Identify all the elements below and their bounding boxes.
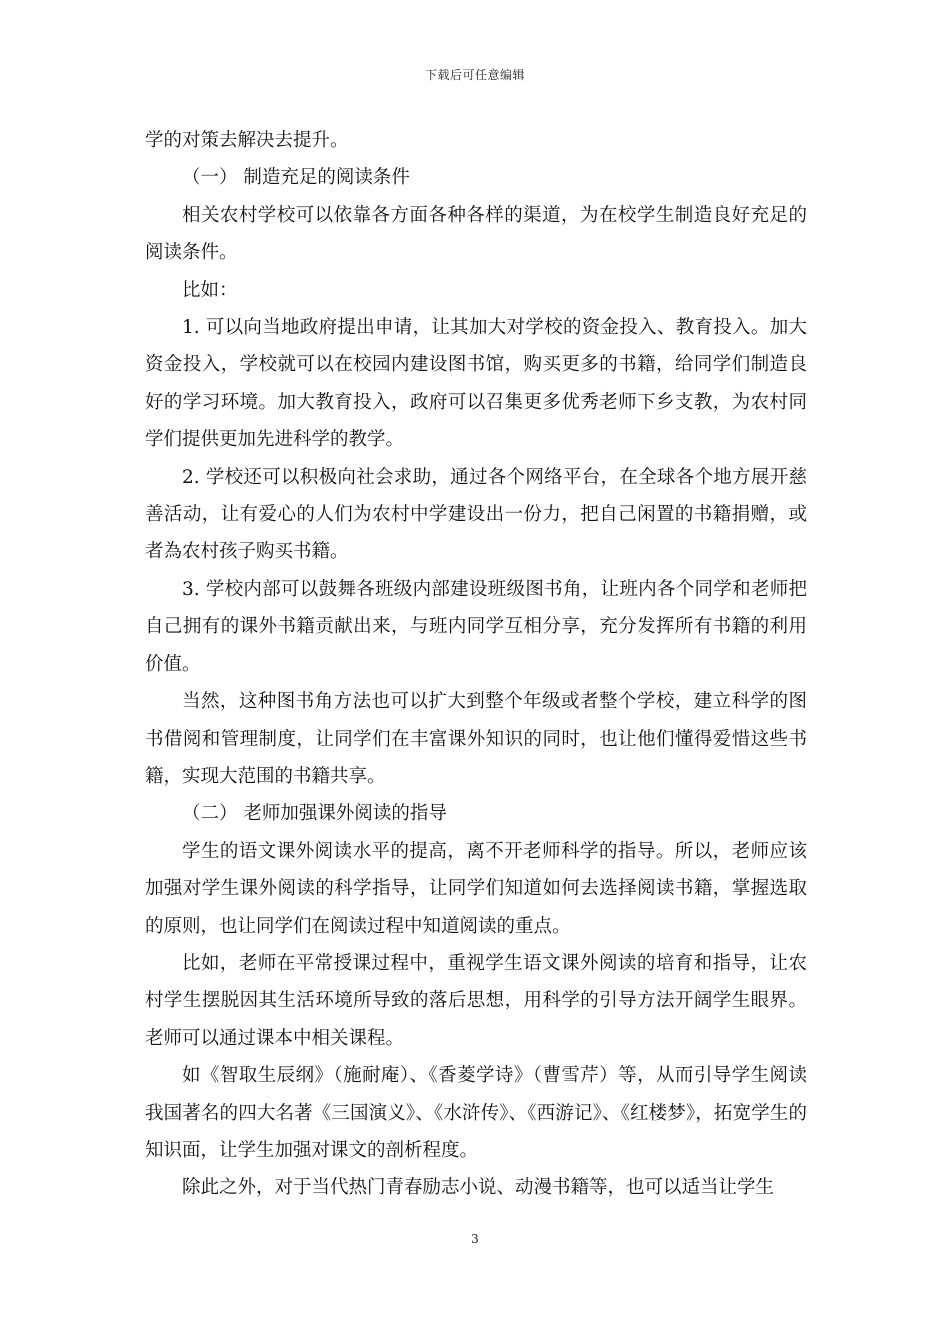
paragraph-continuation: 学的对策去解决去提升。 bbox=[145, 130, 349, 151]
paragraph: 比如，老师在平常授课过程中，重视学生语文课外阅读的培育和指导，让农村学生摆脱因其生活环境所导致的落后思想，用科学的引导方法开阔学生眼界。老师可以通过课本中相关课程。 bbox=[145, 952, 807, 1049]
page-number: 3 bbox=[471, 1232, 479, 1246]
paragraph: 如《智取生辰纲》（施耐庵）、《香菱学诗》（曹雪芹）等，从而引导学生阅读我国著名的四大名著《三国演义》、《水浒传》、《西游记》、《红楼梦》，拓宽学生的知识面，让学生加强对课文的剖析程度。 bbox=[145, 1065, 807, 1161]
paragraph: 学生的语文课外阅读水平的提高，离不开老师科学的指导。所以，老师应该加强对学生课外阅读的科学指导，让同学们知道如何去选择阅读书籍，掌握选取的原则，也让同学们在阅读过程中知道阅读的重点。 bbox=[145, 840, 807, 937]
document-body bbox=[145, 122, 807, 1207]
paragraph: 比如： bbox=[182, 279, 238, 301]
list-item-1: 1. 可以向当地政府提出申请，让其加大对学校的资金投入、教育投入。加大资金投入，学校就可以在校园内建设图书馆，购买更多的书籍，给同学们制造良好的学习环境。加大教育投入，政府可以召集更多优秀老师下乡支教，为农村同学们提供更加先进科学的教学。 bbox=[145, 317, 807, 451]
section-heading-1: （一） 制造充足的阅读条件 bbox=[182, 167, 410, 189]
paragraph: 当然，这种图书角方法也可以扩大到整个年级或者整个学校，建立科学的图书借阅和管理制度，让同学们在丰富课外知识的同时，也让他们懂得爱惜这些书籍，实现大范围的书籍共享。 bbox=[145, 691, 807, 787]
list-item-3: 3. 学校内部可以鼓舞各班级内部建设班级图书角，让班内各个同学和老师把自己拥有的课外书籍贡献出来，与班内同学互相分享，充分发挥所有书籍的利用价值。 bbox=[145, 578, 807, 675]
paragraph: 除此之外，对于当代热门青春励志小说、动漫书籍等，也可以适当让学生 bbox=[182, 1177, 775, 1199]
paragraph: 相关农村学校可以依靠各方面各种各样的渠道，为在校学生制造良好充足的阅读条件。 bbox=[145, 204, 807, 264]
list-item-2: 2. 学校还可以积极向社会求助，通过各个网络平台，在全球各个地方展开慈善活动，让有爱心的人们为农村中学建设出一份力，把自己闲置的书籍捐赠，或者為农村孩子购买书籍。 bbox=[145, 466, 807, 563]
section-heading-2: （二） 老师加强课外阅读的指导 bbox=[182, 803, 447, 825]
page-header: 下载后可任意编辑 bbox=[424, 68, 525, 82]
